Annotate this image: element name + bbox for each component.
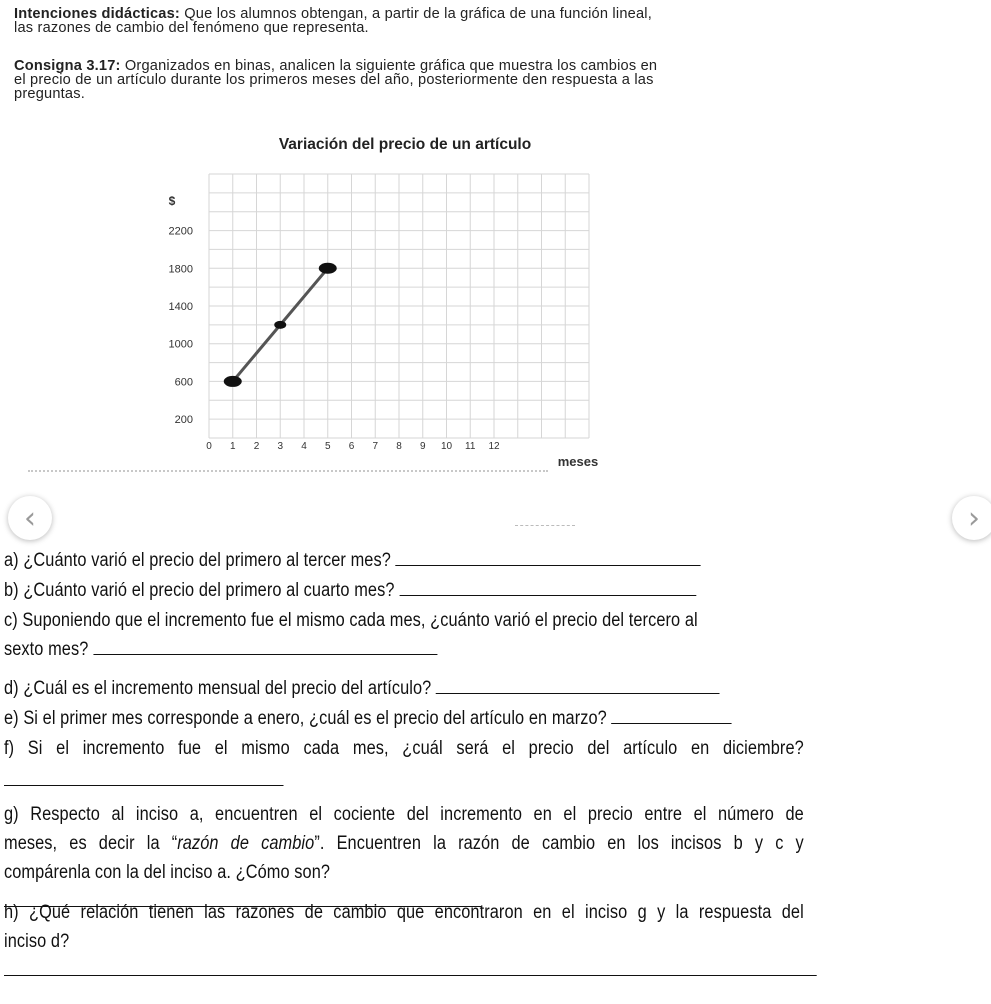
x-tick-label: 10 [440, 441, 453, 452]
consigna-paragraph [14, 59, 980, 101]
data-point [274, 321, 286, 329]
question-h-text: h) ¿Qué relación tienen las razones de cambio que encontraron en el inciso g y la respuesta del [4, 902, 804, 923]
question-g-text-3: compárenla con la del inciso a. ¿Cómo son? [4, 862, 331, 883]
question-h-text-2: inciso d? [4, 931, 70, 952]
x-tick-label: 4 [301, 441, 307, 452]
x-tick-label: 2 [253, 441, 260, 452]
question-e [4, 704, 804, 733]
question-a-text: a) ¿Cuánto varió el precio del primero al tercer mes? [4, 550, 391, 571]
question-c-text-2: sexto mes? [4, 639, 89, 660]
y-tick-label: 1000 [168, 338, 193, 351]
answer-d-line[interactable] [436, 675, 720, 694]
question-d [4, 674, 804, 703]
answer-c-line[interactable] [93, 636, 437, 655]
y-tick-label: 1800 [168, 263, 193, 276]
intenciones-text: Que los alumnos obtengan, a partir de la gráfica de una función lineal, [180, 6, 652, 22]
answer-f-line[interactable] [4, 767, 284, 786]
x-tick-label: 1 [229, 441, 236, 452]
answer-b-line[interactable] [399, 577, 696, 596]
x-tick-label: 9 [419, 441, 426, 452]
question-g-text: g) Respecto al inciso a, encuentren el cociente del incremento en el precio entre el número de [4, 804, 804, 825]
consigna-text: Organizados en binas, analicen la siguiente gráfica que muestra los cambios en [120, 58, 658, 74]
consigna-label: Consigna 3.17: [14, 58, 121, 74]
answer-a-line[interactable] [396, 547, 701, 566]
answer-e-line[interactable] [611, 705, 731, 724]
y-axis-label: $ [168, 194, 176, 208]
consigna-text-3: preguntas. [14, 86, 85, 102]
data-point [224, 376, 242, 387]
x-tick-label: 12 [488, 441, 500, 452]
question-b [4, 576, 804, 605]
intenciones-text-2: las razones de cambio del fenómeno que representa. [14, 20, 369, 36]
y-tick-label: 1400 [168, 301, 193, 313]
x-tick-label: 3 [277, 441, 284, 452]
question-b-text: b) ¿Cuánto varió el precio del primero al cuarto mes? [4, 580, 395, 601]
x-tick-label: 8 [396, 441, 402, 452]
chevron-right-icon: › [968, 500, 980, 536]
question-e-text: e) Si el primer mes corresponde a enero, ¿cuál es el precio del artículo en marzo? [4, 708, 607, 729]
question-f [4, 734, 804, 795]
price-chart [0, 160, 660, 475]
x-tick-label: 0 [206, 441, 212, 452]
intenciones-paragraph [14, 7, 980, 35]
razon-de-cambio-term: razón de cambio [177, 833, 315, 854]
divider-dots [28, 470, 548, 472]
chart-title: Variación del precio de un artículo [278, 136, 532, 153]
question-f-text: f) Si el incremento fue el mismo cada mes, ¿cuál será el precio del artículo en diciembre? [4, 738, 804, 759]
y-tick-label: 2200 [168, 225, 193, 238]
y-tick-label: 600 [174, 376, 193, 389]
question-h [4, 898, 804, 985]
question-a [4, 546, 804, 575]
chevron-left-icon: ‹ [24, 500, 36, 536]
data-point [319, 263, 337, 274]
x-tick-label: 11 [465, 441, 476, 452]
y-tick-label: 200 [174, 414, 193, 427]
answer-h-line[interactable] [4, 957, 817, 976]
carousel-next-button[interactable] [952, 496, 991, 540]
x-tick-label: 5 [324, 441, 331, 452]
question-c-text: c) Suponiendo que el incremento fue el mismo cada mes, ¿cuánto varió el precio del tercero al [4, 610, 698, 631]
carousel-prev-button[interactable] [8, 496, 52, 540]
divider-dash [515, 525, 575, 526]
question-g-text-2a: meses, es decir la “ [4, 833, 178, 854]
consigna-text-2: el precio de un artículo durante los primeros meses del año, posteriormente den respuesta a las [14, 72, 654, 88]
x-tick-label: 7 [372, 441, 379, 452]
x-axis-label: meses [557, 454, 599, 469]
intenciones-label: Intenciones didácticas: [14, 6, 180, 22]
question-c [4, 606, 804, 664]
question-g-text-2 [4, 829, 804, 858]
question-g-text-2b: ”. Encuentren la razón de cambio en los incisos b y c y [314, 833, 804, 854]
x-tick-label: 6 [348, 441, 355, 452]
question-d-text: d) ¿Cuál es el incremento mensual del precio del artículo? [4, 678, 432, 699]
